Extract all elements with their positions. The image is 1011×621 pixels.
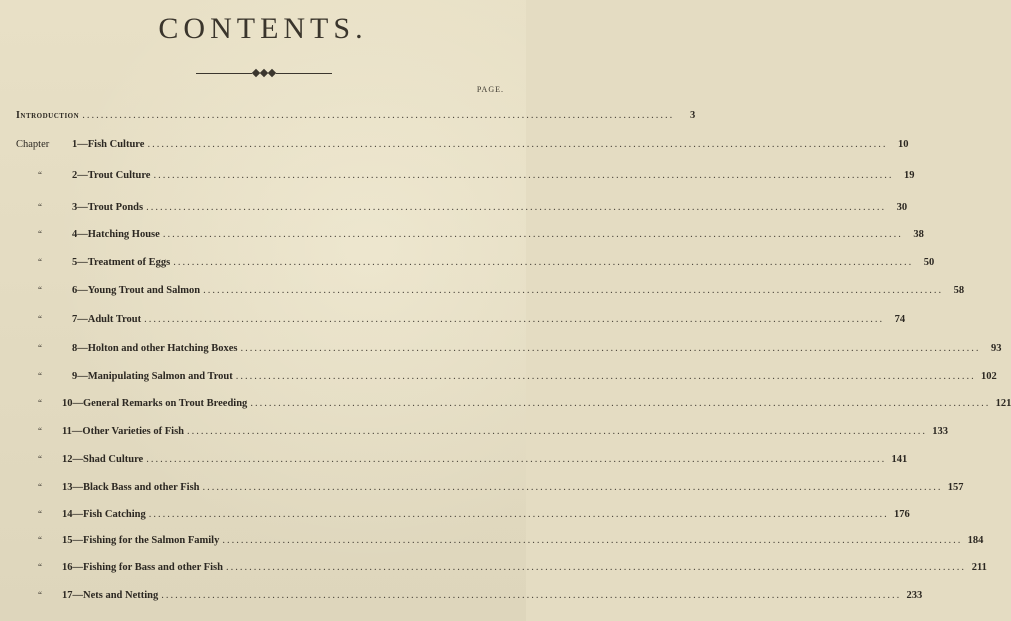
chapter-prefix: Chapter (16, 139, 50, 150)
chapter-title: 16—Fishing for Bass and other Fish (62, 562, 223, 573)
toc-row-chapter (0, 343, 1002, 361)
chapter-page-number: 157 (947, 482, 964, 493)
dot-leader: ................................................................................................................................................................ (146, 454, 887, 465)
toc-row-chapter (0, 482, 964, 500)
chapter-page-number: 19 (903, 170, 915, 181)
toc-row-chapter (0, 202, 908, 220)
chapter-title: 17—Nets and Netting (62, 590, 159, 601)
dot-leader: ................................................................................................................................................................ (147, 139, 888, 150)
introduction-label: Introduction (16, 110, 80, 121)
dot-leader: ................................................................................................................................................................ (153, 170, 894, 181)
toc-row-chapter (0, 426, 949, 444)
ditto-mark: “ (38, 229, 42, 239)
ditto-mark: “ (38, 426, 42, 436)
dot-leader: ................................................................................................................................................................ (162, 229, 903, 240)
ditto-mark: “ (38, 202, 42, 212)
dot-leader: ................................................................................................................................ (82, 110, 675, 121)
chapter-page-number: 133 (932, 426, 949, 437)
chapter-title: 3—Trout Ponds (72, 202, 144, 213)
chapter-title: 8—Holton and other Hatching Boxes (72, 343, 238, 354)
chapter-title: 13—Black Bass and other Fish (62, 482, 200, 493)
toc-row-chapter (0, 371, 997, 389)
ditto-mark: “ (38, 170, 42, 180)
dot-leader: ................................................................................................................................................................ (225, 562, 966, 573)
dot-leader: ................................................................................................................................................................ (240, 343, 981, 354)
chapter-page-number: 93 (991, 343, 1002, 354)
toc-row-chapter (0, 285, 965, 303)
dot-leader: ................................................................................................................................................................ (148, 509, 889, 520)
toc-row-chapter (0, 229, 924, 247)
ditto-mark: “ (38, 371, 42, 381)
divider-ornament (196, 69, 332, 79)
chapter-title: 5—Treatment of Eggs (72, 257, 171, 268)
contents-heading: CONTENTS. (158, 12, 368, 45)
chapter-title: 14—Fish Catching (62, 509, 146, 520)
toc-row-chapter (0, 170, 915, 188)
dot-leader: ................................................................................................................................................................ (144, 314, 885, 325)
page-column-label: PAGE. (476, 85, 504, 94)
chapter-title: 2—Trout Culture (72, 170, 151, 181)
dot-leader: ................................................................................................................................................................ (203, 285, 944, 296)
chapter-title: 10—General Remarks on Trout Breeding (62, 398, 248, 409)
toc-row-chapter (0, 562, 987, 580)
chapter-page-number: 121 (995, 398, 1011, 409)
dot-leader: ................................................................................................................................................................ (146, 202, 887, 213)
chapter-page-number: 184 (967, 535, 984, 546)
chapter-page-number: 38 (913, 229, 924, 240)
chapter-page-number: 30 (896, 202, 908, 213)
toc-row-chapter (0, 535, 984, 553)
chapter-page-number: 10 (897, 139, 909, 150)
dot-leader: ................................................................................................................................................................ (250, 398, 991, 409)
dot-leader: ................................................................................................................................................................ (235, 371, 976, 382)
dot-leader: ................................................................................................................................................................ (222, 535, 963, 546)
dot-leader: ................................................................................................................................................................ (173, 257, 914, 268)
dot-leader: ................................................................................................................................................................ (202, 482, 943, 493)
ditto-mark: “ (38, 454, 42, 464)
toc-row-chapter (0, 590, 923, 608)
ditto-mark: “ (38, 482, 42, 492)
ditto-mark: “ (38, 343, 42, 353)
chapter-title: 12—Shad Culture (62, 454, 144, 465)
toc-row-chapter (0, 509, 910, 527)
toc-row-chapter (0, 257, 935, 275)
chapter-page-number: 141 (891, 454, 908, 465)
toc-row-chapter (0, 314, 906, 332)
toc-row-chapter (0, 139, 909, 157)
chapter-page-number: 58 (953, 285, 965, 296)
chapter-title: 9—Manipulating Salmon and Trout (72, 371, 233, 382)
introduction-page: 3 (689, 110, 696, 121)
chapter-title: 1—Fish Culture (72, 139, 145, 150)
chapter-title: 4—Hatching House (72, 229, 160, 240)
ditto-mark: “ (38, 314, 42, 324)
ditto-mark: “ (38, 590, 42, 600)
ditto-mark: “ (38, 509, 42, 519)
ditto-mark: “ (38, 398, 42, 408)
toc-row-introduction (0, 110, 696, 128)
chapter-page-number: 211 (971, 562, 987, 573)
ditto-mark: “ (38, 285, 42, 295)
chapter-title: 6—Young Trout and Salmon (72, 285, 201, 296)
chapter-page-number: 102 (981, 371, 997, 382)
chapter-page-number: 50 (923, 257, 935, 268)
chapter-page-number: 176 (893, 509, 910, 520)
dot-leader: ................................................................................................................................................................ (161, 590, 902, 601)
chapter-title: 7—Adult Trout (72, 314, 142, 325)
chapter-title: 11—Other Varieties of Fish (62, 426, 185, 437)
toc-row-chapter (0, 454, 908, 472)
ditto-mark: “ (38, 535, 42, 545)
chapter-title: 15—Fishing for the Salmon Family (62, 535, 220, 546)
chapter-page-number: 233 (906, 590, 923, 601)
chapter-page-number: 74 (894, 314, 906, 325)
ditto-mark: “ (38, 257, 42, 267)
ditto-mark: “ (38, 562, 42, 572)
toc-row-chapter (0, 398, 1011, 416)
dot-leader: ................................................................................................................................................................ (187, 426, 928, 437)
